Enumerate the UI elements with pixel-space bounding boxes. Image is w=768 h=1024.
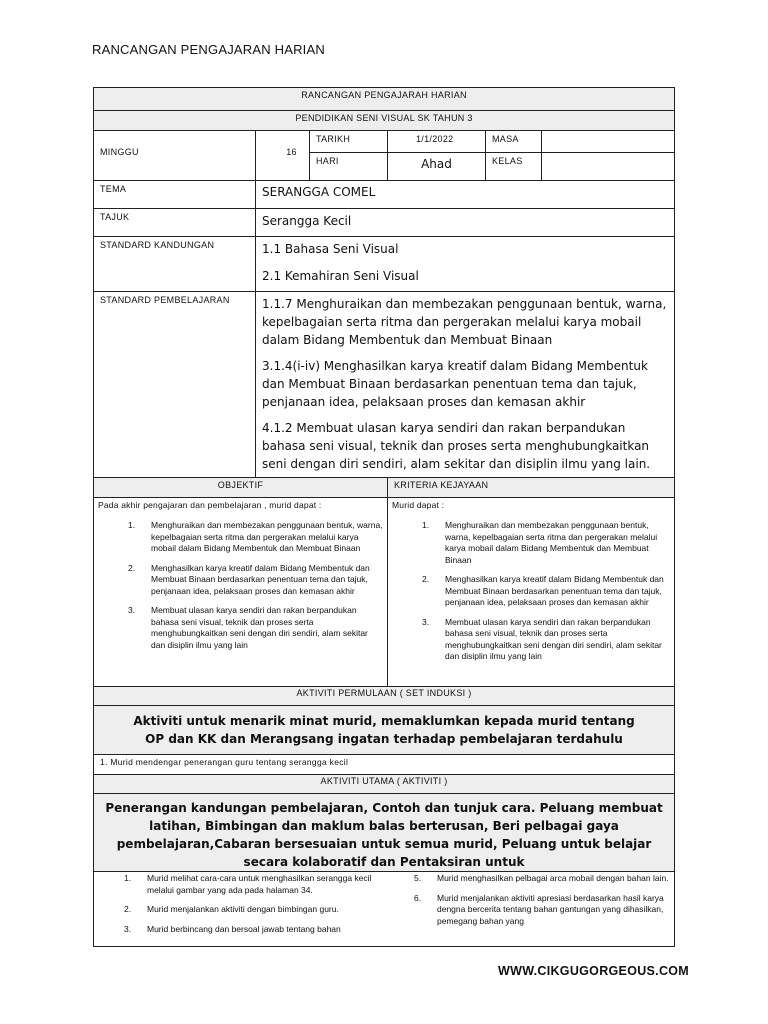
objektif-cell (94, 498, 388, 687)
kriteria-list (392, 520, 670, 663)
utama-header: AKTIVITI UTAMA ( AKTIVITI ) (94, 775, 675, 794)
kelas-label: KELAS (486, 153, 542, 181)
list-item: 1. Menghuraikan dan membezakan penggunaan bentuk, warna, kepelbagaian serta ritma dan pergerakan melalui karya mobail dalam Bidang Membentuk dan Membuat Binaan (422, 520, 658, 565)
list-item: 1. Menghuraikan dan membezakan penggunaan bentuk, warna, kepelbagaian serta ritma dan pergerakan melalui karya mobail dalam Bidang Membentuk dan Membuat Binaan (128, 520, 383, 553)
kriteria-cell (388, 498, 675, 687)
list-item: 3. Membuat ulasan karya sendiri dan rakan berpandukan bahasa seni visual, teknik dan proses serta menghubungkaitkan seni dengan diri sendiri, alam sekitar dan disiplin ilmu yang lain (128, 605, 368, 650)
tema-label: TEMA (94, 181, 256, 209)
masa-value (542, 131, 675, 153)
list-item: 6. Murid menjalankan aktiviti apresiasi berdasarkan hasil karya dengna bercerita tentang bahan gantungan yang dihasilkan, pemegang bahan yang (414, 892, 664, 926)
tema-value: SERANGGA COMEL (256, 181, 675, 209)
list-item: 3. Membuat ulasan karya sendiri dan rakan berpandukan bahasa seni visual, teknik dan proses serta menghubungkaitkan seni dengan diri sendiri, alam sekitar dan disiplin ilmu yang lain (422, 616, 662, 661)
permulaan-header: AKTIVITI PERMULAAN ( SET INDUKSI ) (94, 687, 675, 706)
hari-label: HARI (310, 153, 388, 181)
list-item: 2. Menghasilkan karya kreatif dalam Bidang Membentuk dan Membuat Binaan berdasarkan penentuan tema dan tajuk, penjanaan idea, pelaksaan proses dan kemasan akhir (128, 562, 370, 596)
tajuk-label: TAJUK (94, 209, 256, 237)
standard-pembelajaran-item: 1.1.7 Menghuraikan dan membezakan penggunaan bentuk, warna, kepelbagaian serta ritma dan pergerakan melalui karya mobail dalam Bidang Membentuk dan Membuat Binaan (262, 297, 667, 347)
standard-kandungan-label: STANDARD KANDUNGAN (94, 237, 256, 292)
utama-text: Penerangan kandungan pembelajaran, Contoh dan tunjuk cara. Peluang membuat latihan, Bimbingan dan maklum balas berterusan, Beri pelbagai gaya pembelajaran,Cabaran bersesuaian untuk semua murid, Peluang untuk belajar secara kolaboratif dan Pentaksiran untuk (94, 794, 675, 872)
utama-left-list (94, 872, 384, 946)
minggu-value: 16 (256, 131, 310, 181)
list-item: 3. Murid berbincang dan bersoal jawab tentang bahan (124, 923, 341, 934)
minggu-label: MINGGU (94, 131, 256, 181)
table-header-title: RANCANGAN PENGAJARAH HARIAN (94, 88, 675, 111)
kelas-value (542, 153, 675, 181)
footer-website: WWW.CIKGUGORGEOUS.COM (498, 964, 690, 978)
permulaan-text: Aktiviti untuk menarik minat murid, memaklumkan kepada murid tentang OP dan KK dan Merangsang ingatan terhadap pembelajaran terdahulu (94, 706, 675, 755)
hari-value: Ahad (388, 153, 486, 181)
kriteria-header: KRITERIA KEJAYAAN (388, 478, 675, 498)
masa-label: MASA (486, 131, 542, 153)
list-item: 5. Murid menghasilkan pelbagai arca mobail dengan bahan lain. (414, 873, 669, 883)
standard-pembelajaran-label: STANDARD PEMBELAJARAN (94, 292, 256, 478)
list-item: 2. Murid menjalankan aktiviti dengan bimbingan guru. (124, 904, 339, 914)
standard-pembelajaran-item: 3.1.4(i-iv) Menghasilkan karya kreatif dalam Bidang Membentuk dan Membuat Binaan berdasarkan penentuan tema dan tajuk, penjanaan idea, pelaksaan proses dan kemasan akhir (262, 359, 648, 409)
standard-pembelajaran-value (256, 292, 675, 478)
utama-right-list (384, 872, 674, 946)
standard-pembelajaran-item: 4.1.2 Membuat ulasan karya sendiri dan rakan berpandukan bahasa seni visual, teknik dan proses serta menghubungkaitkan seni dengan diri sendiri, alam sekitar dan disiplin ilmu yang lain. (262, 421, 651, 471)
objektif-intro: Pada akhir pengajaran dan pembelajaran , murid dapat : (98, 500, 322, 510)
standard-kandungan-item: 2.1 Kemahiran Seni Visual (262, 269, 419, 283)
list-item: 1. Murid melihat cara-cara untuk menghasilkan serangga kecil melalui gambar yang ada pada halaman 34. (124, 873, 372, 895)
standard-kandungan-item: 1.1 Bahasa Seni Visual (262, 242, 399, 256)
lesson-plan-table (93, 87, 675, 947)
tajuk-value: Serangga Kecil (256, 209, 675, 237)
tarikh-value: 1/1/2022 (388, 131, 486, 153)
permulaan-step: 1. Murid mendengar penerangan guru tentang serangga kecil (94, 755, 675, 775)
tarikh-label: TARIKH (310, 131, 388, 153)
kriteria-intro: Murid dapat : (392, 500, 445, 510)
objektif-header: OBJEKTIF (94, 478, 388, 498)
list-item: 2. Menghasilkan karya kreatif dalam Bidang Membentuk dan Membuat Binaan berdasarkan penentuan tema dan tajuk, penjanaan idea, pelaksaan proses dan kemasan akhir (422, 574, 664, 607)
standard-kandungan-value (256, 237, 675, 292)
document-title: RANCANGAN PENGAJARAN HARIAN (92, 42, 325, 57)
utama-steps (94, 872, 675, 947)
subject-row: PENDIDIKAN SENI VISUAL SK TAHUN 3 (94, 111, 675, 131)
objektif-list (98, 520, 383, 651)
